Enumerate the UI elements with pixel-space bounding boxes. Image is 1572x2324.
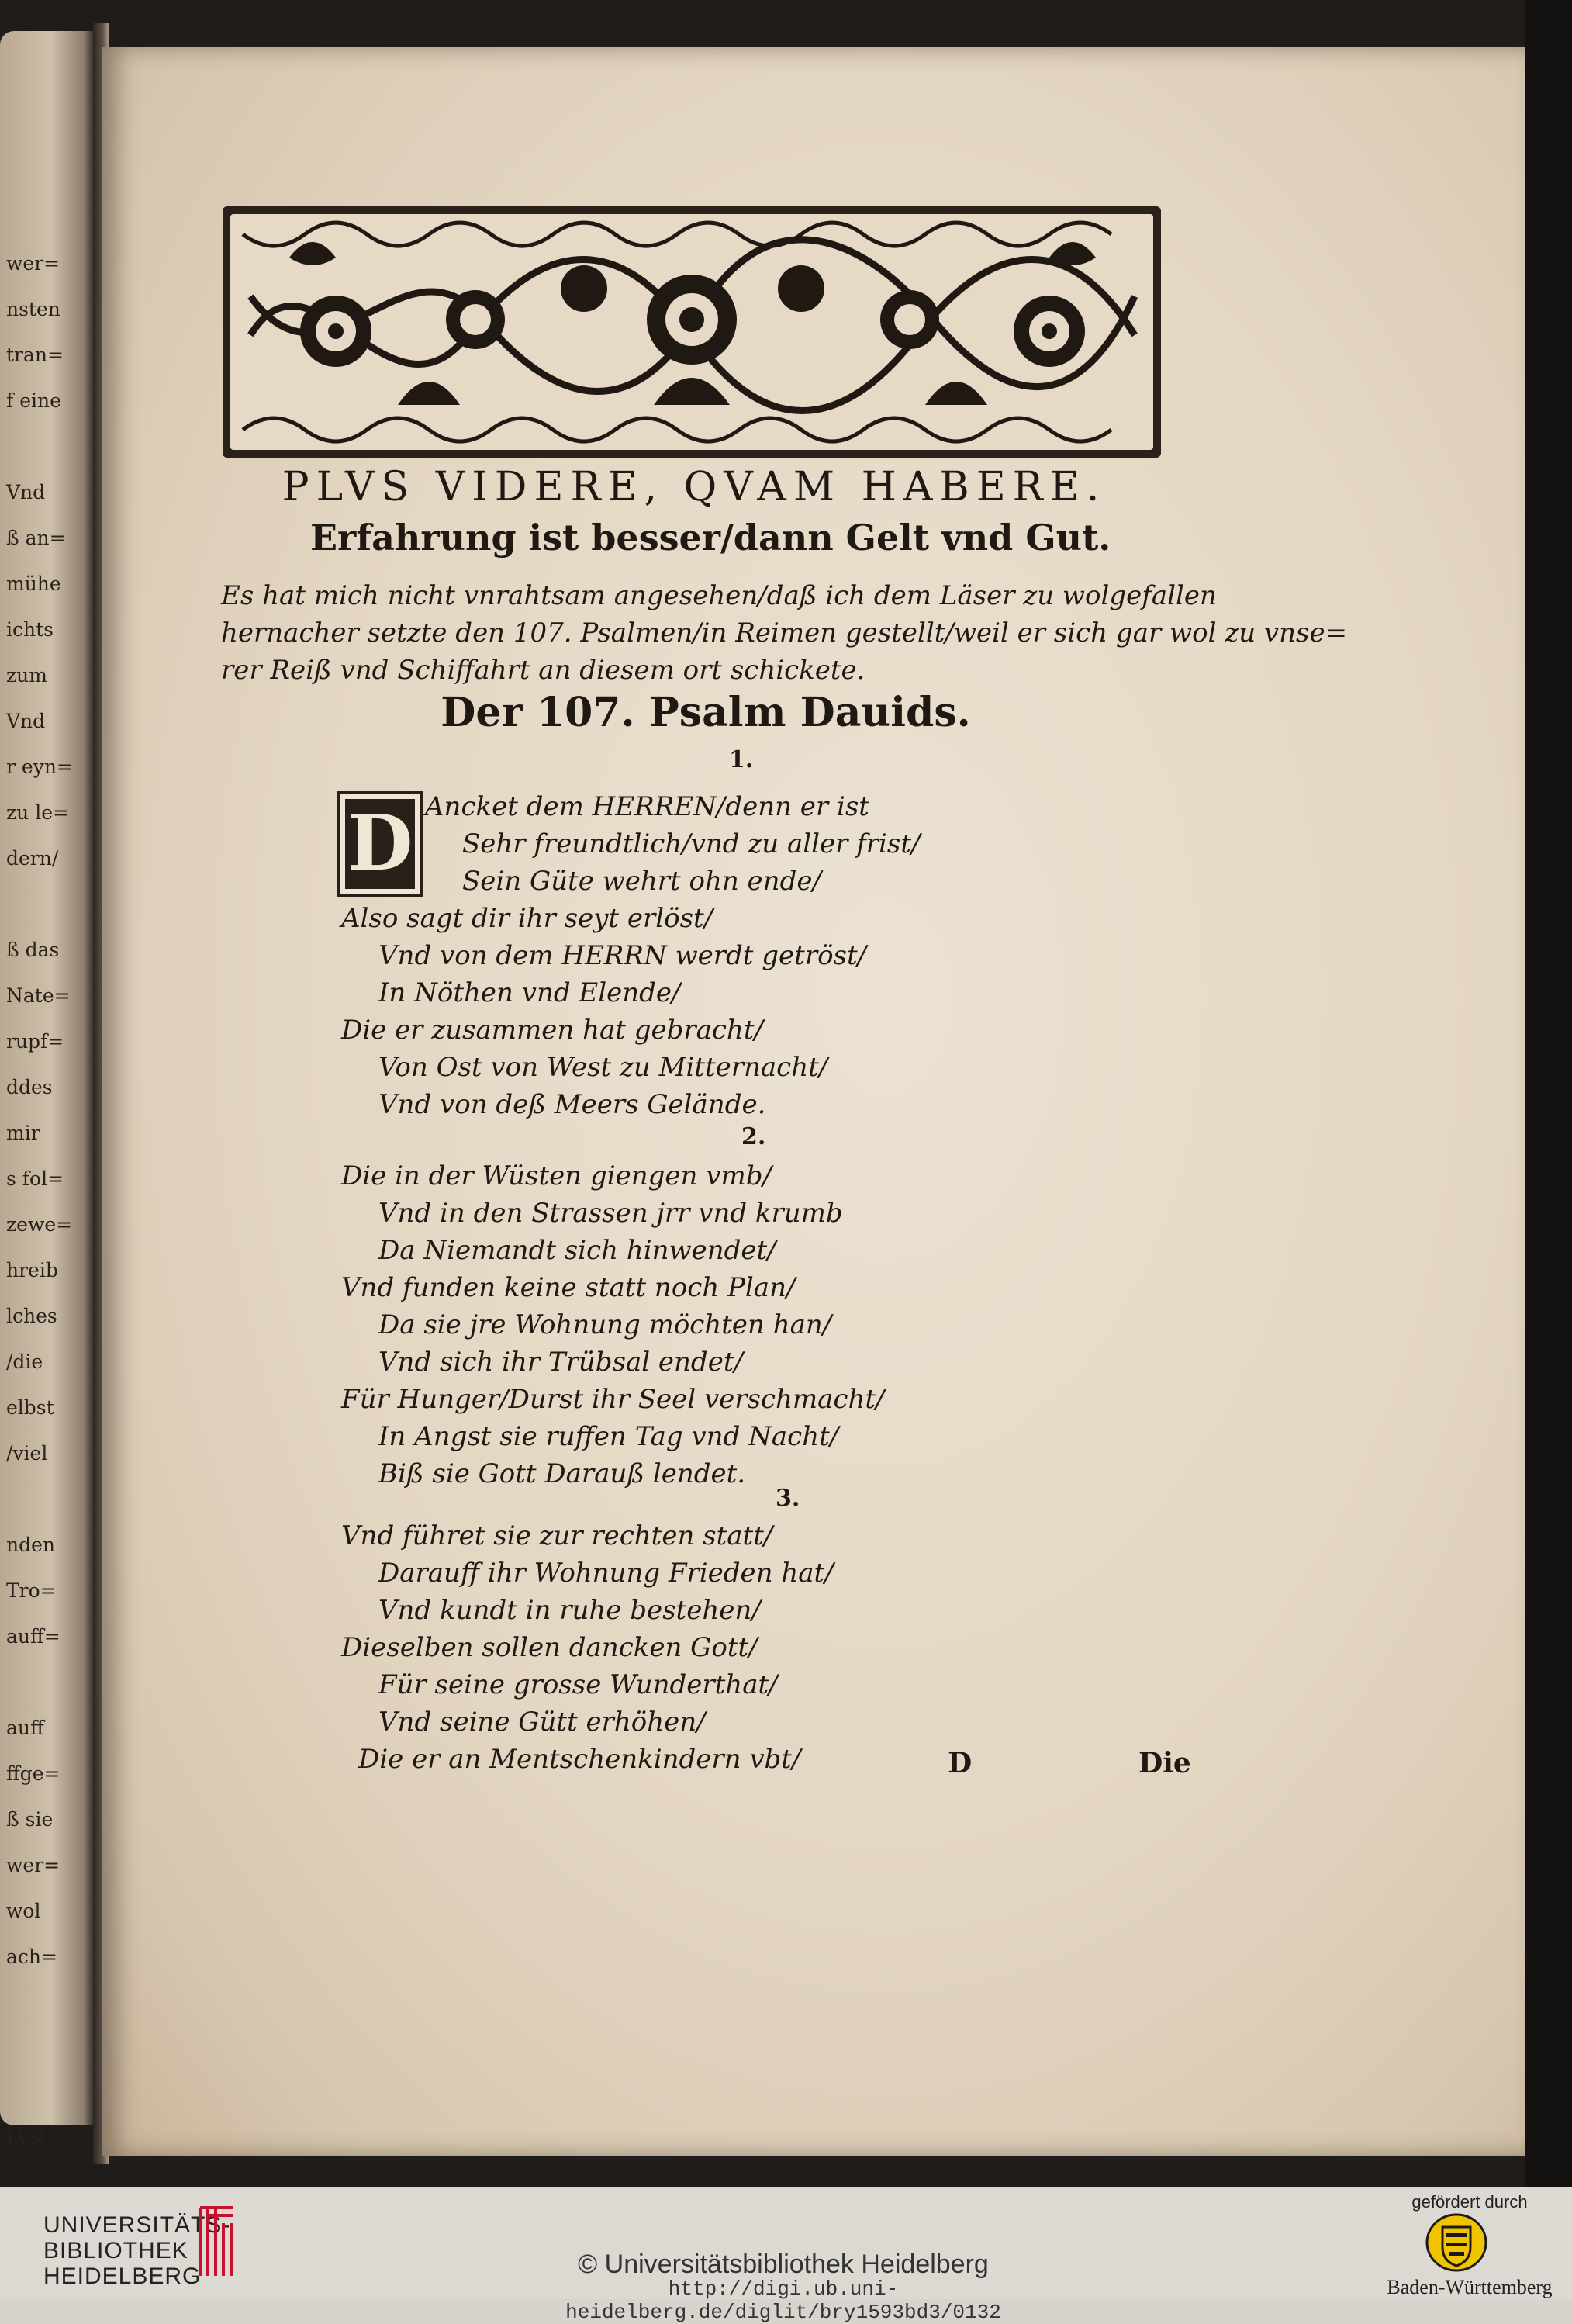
left-page-line: [6, 881, 51, 927]
introduction-paragraph: [221, 577, 1348, 689]
left-page-line: Vnd: [6, 710, 46, 732]
left-page-line: f eine: [6, 389, 61, 412]
left-page-line: nsten: [6, 298, 60, 320]
left-page-line: ß an=: [6, 527, 66, 549]
left-page-line: LVS: [6, 2129, 44, 2151]
verse-line: Darauff ihr Wohnung Frieden hat/: [378, 1558, 834, 1589]
verse-line: In Nöthen vnd Elende/: [378, 977, 681, 1008]
left-page-line: ß sie: [6, 1808, 54, 1831]
verse-line: Die er zusammen hat gebracht/: [341, 1015, 763, 1046]
left-page-line: elbst: [6, 1396, 54, 1419]
left-page-line: hreib: [6, 1259, 58, 1281]
left-page-line: zu le=: [6, 801, 69, 824]
left-page-line: wer=: [6, 1854, 60, 1876]
verse-line: Sein Güte wehrt ohn ende/: [462, 866, 821, 897]
verse-line: Also sagt dir ihr seyt erlöst/: [341, 903, 713, 934]
verse-line: In Angst sie ruffen Tag vnd Nacht/: [378, 1421, 839, 1452]
verse-line: Vnd sich ihr Trübsal endet/: [378, 1347, 743, 1378]
left-page-line: Nate=: [6, 984, 71, 1007]
verse-line: Sehr freundtlich/vnd zu aller frist/: [462, 828, 921, 859]
verse-line: Biß sie Gott Darauß lendet.: [378, 1458, 746, 1489]
left-page-line: wol: [6, 1900, 41, 1922]
verse-line: Vnd seine Gütt erhöhen/: [378, 1707, 706, 1738]
left-page-line: tran=: [6, 344, 64, 366]
left-page-line: ß das: [6, 939, 60, 961]
verse-line: Vnd in den Strassen jrr vnd krumb: [378, 1198, 843, 1229]
left-page-line: [6, 1980, 51, 2025]
psalm-title: Der 107. Psalm Dauids.: [441, 689, 971, 736]
left-page-line: rupf=: [6, 1030, 64, 1053]
catchword: Die: [1138, 1747, 1191, 1779]
intro-line: rer Reiß vnd Schiffahrt an diesem ort schickete.: [221, 655, 865, 686]
left-page-line: Tro=: [6, 1579, 57, 1602]
left-page-line: [6, 2071, 51, 2117]
verse-line: Die er an Mentschenkindern vbt/: [358, 1744, 801, 1775]
left-page-line: lches: [6, 1305, 57, 1327]
verse-line: Für seine grosse Wunderthat/: [378, 1669, 778, 1700]
intro-line: hernacher setzte den 107. Psalmen/in Reimen gestellt/weil er sich gar wol zu vnse=: [221, 617, 1348, 648]
signature-mark: D: [948, 1747, 973, 1779]
left-page-line: r eyn=: [6, 756, 73, 778]
sponsor-name: Baden-Württemberg: [1387, 2276, 1553, 2298]
verse-line: Vnd kundt in ruhe bestehen/: [378, 1595, 761, 1626]
decorated-initial-letter: D: [337, 791, 423, 897]
library-name-line: HEIDELBERG: [43, 2263, 202, 2289]
verse-line: Da Niemandt sich hinwendet/: [378, 1235, 776, 1266]
left-page-line: wer=: [6, 252, 60, 275]
left-page-line: auff: [6, 1717, 44, 1739]
stanza-number: 3.: [776, 1485, 800, 1512]
verse-line: Vnd führet sie zur rechten statt/: [341, 1520, 773, 1551]
verse-line: Da sie jre Wohnung möchten han/: [378, 1309, 832, 1340]
library-logo-mark-icon[interactable]: [195, 2201, 237, 2282]
left-page-line: [6, 1659, 51, 1705]
verse-line: Vnd von deß Meers Gelände.: [378, 1089, 766, 1120]
left-page-line: /viel: [6, 1442, 48, 1465]
verse-line: Vnd funden keine statt noch Plan/: [341, 1272, 796, 1303]
verse-line: Von Ost von West zu Mitternacht/: [378, 1052, 828, 1083]
left-page-line: ach=: [6, 1945, 57, 1968]
permalink-url[interactable]: http://digi.ub.uni-heidelberg.de/diglit/bry1593bd3/0132: [565, 2277, 1001, 2324]
german-motto-subheading: Erfahrung ist besser/dann Gelt vnd Gut.: [310, 517, 1111, 559]
left-page-text-fragments: [6, 240, 73, 2163]
verse-line: Für Hunger/Durst ihr Seel verschmacht/: [341, 1384, 885, 1415]
library-name-line: BIBLIOTHEK: [43, 2238, 188, 2263]
verse-line: Die in der Wüsten giengen vmb/: [341, 1160, 772, 1191]
left-page-line: zewe=: [6, 1213, 73, 1236]
sponsor-label: gefördert durch: [1411, 2192, 1528, 2212]
left-page-line: mühe: [6, 572, 61, 595]
latin-motto-heading: PLVS VIDERE, QVAM HABERE.: [282, 464, 1107, 510]
left-page-line: [6, 1476, 51, 1522]
left-page-line: /die: [6, 1350, 43, 1373]
left-page-line: s fol=: [6, 1167, 64, 1190]
scan-background-edge: [1525, 0, 1572, 2187]
left-page-line: ffge=: [6, 1762, 60, 1785]
intro-line: Es hat mich nicht vnrahtsam angesehen/daß ich dem Läser zu wolgefallen: [221, 580, 1217, 611]
left-page-line: ichts: [6, 618, 54, 641]
left-page-line: [6, 424, 51, 469]
left-page-line: [6, 2025, 51, 2071]
left-page-line: auff=: [6, 1625, 60, 1648]
verse-line: Vnd von dem HERRN werdt getröst/: [378, 940, 867, 971]
woodcut-ornament-headpiece: [219, 203, 1164, 461]
copyright-notice: © Universitätsbibliothek Heidelberg: [578, 2250, 989, 2279]
left-page-line: nden: [6, 1534, 56, 1556]
verse-line: Ancket dem HERREN/denn er ist: [425, 791, 869, 822]
stanza-number: 1.: [729, 746, 754, 773]
left-page-line: Vnd: [6, 481, 46, 503]
left-page-line: dern/: [6, 847, 59, 870]
baden-wuerttemberg-crest-icon[interactable]: [1425, 2213, 1487, 2272]
left-page-line: ddes: [6, 1076, 53, 1098]
library-name-line: UNIVERSITÄTS-: [43, 2212, 231, 2238]
stanza-number: 2.: [741, 1123, 766, 1150]
verse-line: Dieselben sollen dancken Gott/: [341, 1632, 758, 1663]
left-page-line: zum: [6, 664, 47, 686]
left-page: [0, 31, 93, 2151]
left-page-line: mir: [6, 1122, 40, 1144]
